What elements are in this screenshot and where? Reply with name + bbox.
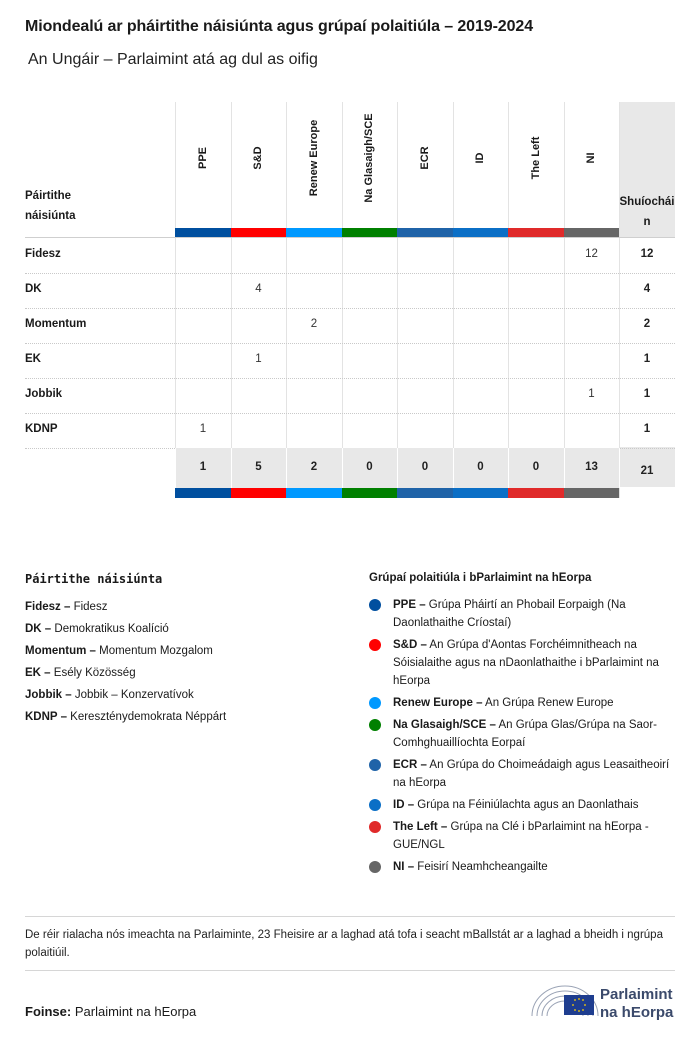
column-header: Na Glasaigh/SCE: [363, 113, 376, 203]
legend-political-groups: [369, 572, 675, 880]
party-abbr: KDNP –: [25, 711, 67, 723]
party-row-label: EK: [25, 353, 41, 365]
seat-cell: 2: [310, 318, 318, 330]
party-name: Demokratikus Koalíció: [51, 623, 169, 635]
group-name: Feisirí Neamhcheangailte: [414, 861, 548, 873]
column-header: Renew Europe: [307, 119, 320, 197]
group-legend-item: [369, 636, 675, 690]
group-color-bar: [453, 488, 509, 498]
row-separator: [25, 308, 675, 309]
group-color-dot-icon: [369, 719, 381, 731]
source-value: Parlaimint na hEorpa: [74, 1004, 197, 1019]
row-total: 1: [643, 388, 651, 400]
party-row-label: Fidesz: [25, 248, 61, 260]
group-color-dot-icon: [369, 821, 381, 833]
grid-line: [508, 448, 509, 488]
group-legend-item: [369, 818, 675, 854]
column-header: PPE: [196, 147, 209, 170]
group-color-bar: [231, 488, 287, 498]
logo-line-2: na hEorpa: [600, 1004, 674, 1021]
chart-subtitle: An Ungáir – Parlaimint atá ag dul as oifig: [28, 51, 318, 68]
group-name: Grúpa na Clé i bParlaimint na hEorpa - GUE/NGL: [393, 821, 649, 851]
grid-line: [175, 448, 176, 488]
party-legend-item: [25, 706, 345, 728]
column-total: 0: [477, 461, 484, 473]
group-abbr: Na Glasaigh/SCE –: [393, 719, 496, 731]
grid-line: [342, 448, 343, 488]
group-abbr: S&D –: [393, 639, 427, 651]
row-separator: [25, 273, 675, 274]
row-total: 12: [640, 248, 654, 260]
column-header: ECR: [418, 146, 431, 170]
divider-top: [25, 916, 675, 917]
group-legend-item: [369, 756, 675, 792]
legend-groups-heading: Grúpaí polaitiúla i bParlaimint na hEorpa: [369, 572, 592, 584]
grid-line: [619, 102, 620, 498]
party-abbr: DK –: [25, 623, 52, 635]
row-header: Páirtithe náisiúnta: [25, 190, 76, 222]
grid-line: [508, 102, 509, 498]
column-total: 13: [585, 461, 598, 473]
group-color-dot-icon: [369, 599, 381, 611]
group-name: An Grúpa d'Aontas Forchéimnitheach na Sóisialaithe agus na nDaonlathaithe i bParlaimint na hEorpa: [393, 639, 659, 687]
group-legend-item: [369, 596, 675, 632]
grand-total: 21: [640, 465, 654, 477]
row-separator: [25, 378, 675, 379]
party-legend-item: [25, 684, 345, 706]
group-abbr: PPE –: [393, 599, 426, 611]
party-row-label: DK: [25, 283, 42, 295]
column-total: 0: [366, 461, 373, 473]
grid-line: [397, 102, 398, 498]
party-name: Fidesz: [70, 601, 108, 613]
party-name: Kereszténydemokrata Néppárt: [66, 711, 227, 723]
group-color-dot-icon: [369, 639, 381, 651]
group-abbr: ECR –: [393, 759, 427, 771]
grid-line: [231, 102, 232, 498]
party-legend-item: [25, 596, 345, 618]
grid-line: [397, 448, 398, 488]
party-row-label: Momentum: [25, 318, 87, 330]
grid-line: [231, 448, 232, 488]
source-line: [25, 1004, 196, 1019]
party-name: Esély Közösség: [50, 667, 136, 679]
party-name: Jobbik – Konzervatívok: [71, 689, 194, 701]
group-color-dot-icon: [369, 759, 381, 771]
group-abbr: The Left –: [393, 821, 448, 833]
logo-text: [600, 986, 673, 1022]
group-legend-item: [369, 716, 675, 752]
column-header: The Left: [529, 136, 542, 180]
seat-cell: 1: [255, 353, 262, 365]
grid-line: [619, 448, 620, 488]
column-header: NI: [585, 152, 598, 164]
group-name: An Grúpa Glas/Grúpa na Saor-Comhghuaillíochta Eorpaí: [393, 719, 657, 749]
group-abbr: Renew Europe –: [393, 697, 483, 709]
group-color-bar: [397, 488, 453, 498]
grid-line: [453, 448, 454, 488]
column-total: 0: [421, 461, 429, 473]
header-rule: [25, 237, 675, 238]
party-legend-item: [25, 640, 345, 662]
chart-title: Miondealú ar pháirtithe náisiúnta agus grúpaí polaitiúla – 2019-2024: [25, 18, 533, 35]
group-abbr: ID –: [393, 799, 415, 811]
group-color-dot-icon: [369, 697, 381, 709]
divider-bottom: [25, 970, 675, 971]
row-total: 1: [643, 423, 651, 435]
group-color-dot-icon: [369, 799, 381, 811]
party-name: Momentum Mozgalom: [95, 645, 213, 657]
grid-line: [564, 102, 565, 498]
party-abbr: EK –: [25, 667, 51, 679]
party-row-label: KDNP: [25, 423, 58, 435]
legend-parties-heading: Páirtithe náisiúnta: [25, 572, 163, 586]
logo-line-1: Parlaimint: [600, 986, 673, 1003]
group-legend-item: [369, 858, 675, 876]
row-separator: [25, 343, 675, 344]
seats-header: Shuíocháin: [619, 196, 675, 228]
seat-cell: 4: [255, 283, 262, 295]
party-abbr: Jobbik –: [25, 689, 72, 701]
seat-cell: 12: [585, 248, 598, 260]
source-label: Foinse:: [25, 1004, 72, 1019]
group-legend-item: [369, 796, 675, 814]
row-total: 4: [643, 283, 651, 295]
group-name: An Grúpa Renew Europe: [482, 697, 614, 709]
seat-cell: 1: [199, 423, 207, 435]
party-abbr: Momentum –: [25, 645, 96, 657]
group-name: Grúpa na Féiniúlachta agus an Daonlathais: [414, 799, 639, 811]
column-total: 5: [255, 461, 262, 473]
group-abbr: NI –: [393, 861, 415, 873]
grid-line: [564, 448, 565, 488]
group-name: An Grúpa do Choimeádaigh agus Leasaitheoirí na hEorpa: [393, 759, 670, 789]
grid-line: [286, 448, 287, 488]
group-color-bar: [342, 488, 398, 498]
group-legend-item: [369, 694, 675, 712]
party-legend-item: [25, 618, 345, 640]
row-total: 1: [643, 353, 651, 365]
grid-line: [453, 102, 454, 498]
group-color-bar: [286, 488, 342, 498]
party-legend-item: [25, 662, 345, 684]
party-abbr: Fidesz –: [25, 601, 71, 613]
footnote: De réir rialacha nós imeachta na Parlaiminte, 23 Fheisire ar a laghad atá tofa i seacht mBallstát ar a laghad a bheidh i ngrúpa polaitiúil.: [25, 929, 663, 959]
group-color-bar: [564, 488, 620, 498]
column-header: S&D: [252, 146, 265, 170]
legend-national-parties: [25, 572, 345, 728]
grid-line: [286, 102, 287, 498]
grid-line: [175, 102, 176, 498]
grid-line: [342, 102, 343, 498]
group-color-bar: [175, 488, 231, 498]
row-separator: [25, 413, 675, 414]
column-total: 1: [199, 461, 207, 473]
column-total: 2: [310, 461, 318, 473]
group-name: Grúpa Pháirtí an Phobail Eorpaigh (Na Daonlathaithe Críostaí): [393, 599, 626, 629]
group-color-bar: [508, 488, 564, 498]
group-color-dot-icon: [369, 861, 381, 873]
column-total: 0: [532, 461, 540, 473]
row-total: 2: [643, 318, 651, 330]
party-row-label: Jobbik: [25, 388, 63, 400]
column-header: ID: [474, 152, 487, 164]
seat-cell: 1: [588, 388, 595, 400]
